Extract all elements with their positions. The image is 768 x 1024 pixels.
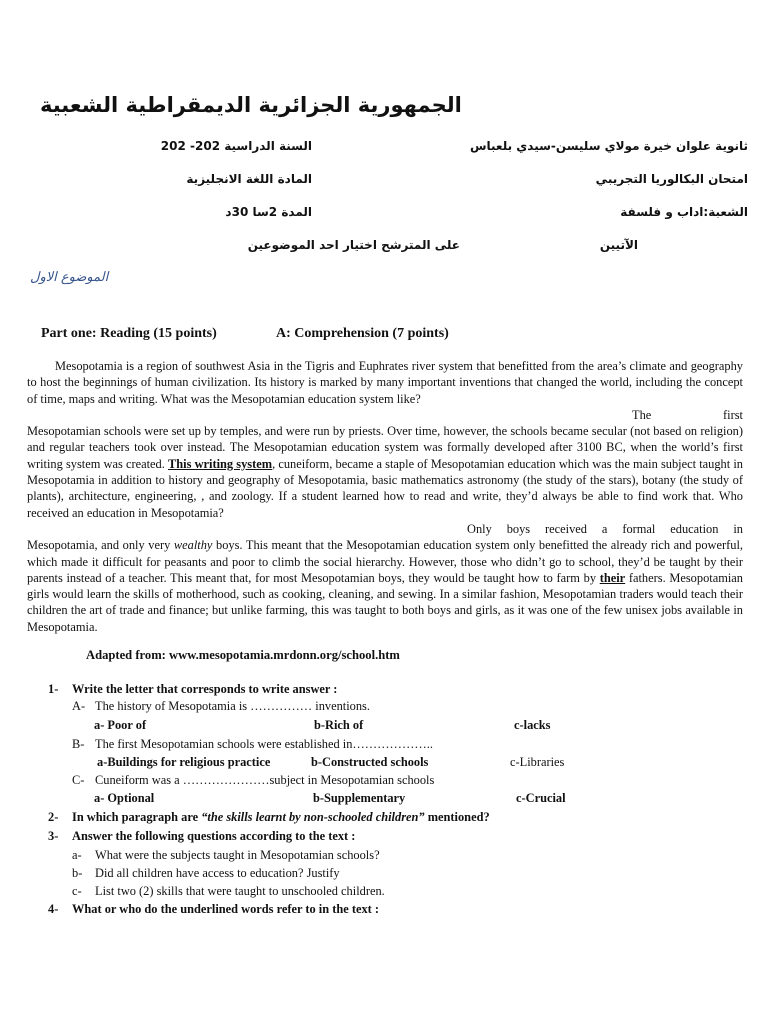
q1B-option-a: a-Buildings for religious practice bbox=[97, 755, 271, 769]
q3b-text: Did all children have access to education? Justify bbox=[95, 866, 340, 880]
paragraph-2-text-b: , cuneiform, became a staple of Mesopotamian education which was the main subject taught in Mesopotamia in addition to history and geography of Mesopotamia, basic mathematics astronomy (the study of the stars), botany (the study of plants), architecture, engineering, , and zoology. If a student learned how to read and write, they’d always be able to find work that. Who received an education in Mesopotamia? bbox=[27, 456, 743, 520]
q2-text-a: In which paragraph are bbox=[72, 810, 202, 824]
q3-number: 3- bbox=[48, 829, 59, 843]
q1A-letter: A- bbox=[72, 699, 86, 713]
q2-number: 2- bbox=[48, 810, 59, 824]
q1B-text: The first Mesopotamian schools were established in……………….. bbox=[95, 737, 433, 751]
q3a-text: What were the subjects taught in Mesopotamian schools? bbox=[95, 848, 380, 862]
underlined-this-writing-system: This writing system bbox=[168, 456, 273, 471]
paragraph-3-text-b: boys. This meant that the Mesopotamian education system only benefitted the already rich and powerful, which made it difficult for peasants and poor to climb the social hierarchy. However, those who didn’t go to school, they’d be taught by their parents instead of a teacher. This meant that, for most Mesopotamian boys, they would be taught how to farm by bbox=[27, 538, 743, 585]
q1C-option-c: c-Crucial bbox=[516, 791, 566, 805]
q1B-letter: B- bbox=[72, 737, 85, 751]
q1-number: 1- bbox=[48, 682, 59, 696]
q1A-text: The history of Mesopotamia is …………… inventions. bbox=[95, 699, 370, 713]
q1A-option-c: c-lacks bbox=[514, 718, 551, 732]
q1C-text: Cuneiform was a …………………subject in Mesopotamian schools bbox=[95, 773, 435, 787]
q2-text-b: mentioned? bbox=[424, 810, 490, 824]
paragraph-2 bbox=[27, 407, 743, 521]
q3-text: Answer the following questions according to the text : bbox=[72, 829, 356, 843]
paragraph-3-text-a: Only boys received a formal education in Mesopotamia, and only very bbox=[27, 521, 743, 553]
part-title: Part one: Reading (15 points) bbox=[41, 326, 217, 341]
source-citation: Adapted from: www.mesopotamia.mrdonn.org/school.htm bbox=[86, 648, 400, 662]
underlined-their: their bbox=[599, 570, 626, 585]
exam-type: امتحان البكالوريا التجريبي bbox=[595, 172, 748, 186]
choice-instruction: على المترشح اختيار احد الموضوعين bbox=[247, 238, 460, 252]
republic-title: الجمهورية الجزائرية الديمقراطية الشعبية bbox=[40, 93, 462, 117]
q1C-letter: C- bbox=[72, 773, 85, 787]
paragraph-3 bbox=[27, 521, 743, 635]
q1C-option-b: b-Supplementary bbox=[313, 791, 406, 805]
paragraph-1-text: Mesopotamia is a region of southwest Asia in the Tigris and Euphrates river system that benefitted from the area’s climate and geography to host the beginnings of human civilization. Its history is marked by many important inventions that changed the world, including the concept of time, maps and writing. What was the Mesopotamian education system like? bbox=[27, 359, 743, 406]
paragraph-1 bbox=[27, 358, 743, 407]
school-year: السنة الدراسية 202- 202 bbox=[160, 139, 312, 153]
section-title: A: Comprehension (7 points) bbox=[276, 326, 449, 341]
paragraph-3-italic-word: wealthy bbox=[173, 538, 213, 553]
q1B-option-c: c-Libraries bbox=[510, 755, 565, 769]
paragraph-2-text-a: The first Mesopotamian schools were set up by temples, and were run by priests. Over time, however, the schools became secular (not based on religion) and regular teachers took over instead. The Mesopotamian education system was formally developed after 3100 BC, when the world’s first writing system was created. bbox=[27, 407, 743, 471]
q1C-option-a: a- Optional bbox=[94, 791, 155, 805]
q4-text: What or who do the underlined words refer to in the text : bbox=[72, 902, 380, 916]
exam-duration: المدة 2سا 30د bbox=[225, 205, 312, 219]
school-name: ثانوية علوان خيرة مولاي سليسن-سيدي بلعباس bbox=[469, 139, 748, 153]
q3c-letter: c- bbox=[72, 884, 82, 898]
reading-passage bbox=[27, 358, 743, 635]
topic-one-label: الموضوع الاول bbox=[30, 270, 109, 285]
q3b-letter: b- bbox=[72, 866, 83, 880]
q1A-option-b: b-Rich of bbox=[314, 718, 364, 732]
q1A-option-a: a- Poor of bbox=[94, 718, 147, 732]
q4-number: 4- bbox=[48, 902, 59, 916]
q2-quote: “the skills learnt by non-schooled children” bbox=[201, 810, 425, 824]
q3a-letter: a- bbox=[72, 848, 82, 862]
q1-text: Write the letter that corresponds to write answer : bbox=[72, 682, 338, 696]
following-word: الآتيين bbox=[599, 238, 638, 252]
q2-text bbox=[72, 810, 490, 825]
q1B-option-b: b-Constructed schools bbox=[311, 755, 429, 769]
exam-branch: الشعبة:اداب و فلسفة bbox=[620, 205, 748, 219]
q3c-text: List two (2) skills that were taught to unschooled children. bbox=[95, 884, 385, 898]
exam-subject: المادة اللغة الانجليزية bbox=[186, 172, 312, 186]
paragraph-3-text-c: fathers. Mesopotamian girls would learn the skills of motherhood, such as cooking, cleaning, and sewing. In a similar fashion, Mesopotamian traders would teach their children the art of trade and finance; but unlike farming, this was taught to both boys and girls, as it was one of the few unisex jobs available in Mesopotamia. bbox=[27, 570, 743, 634]
